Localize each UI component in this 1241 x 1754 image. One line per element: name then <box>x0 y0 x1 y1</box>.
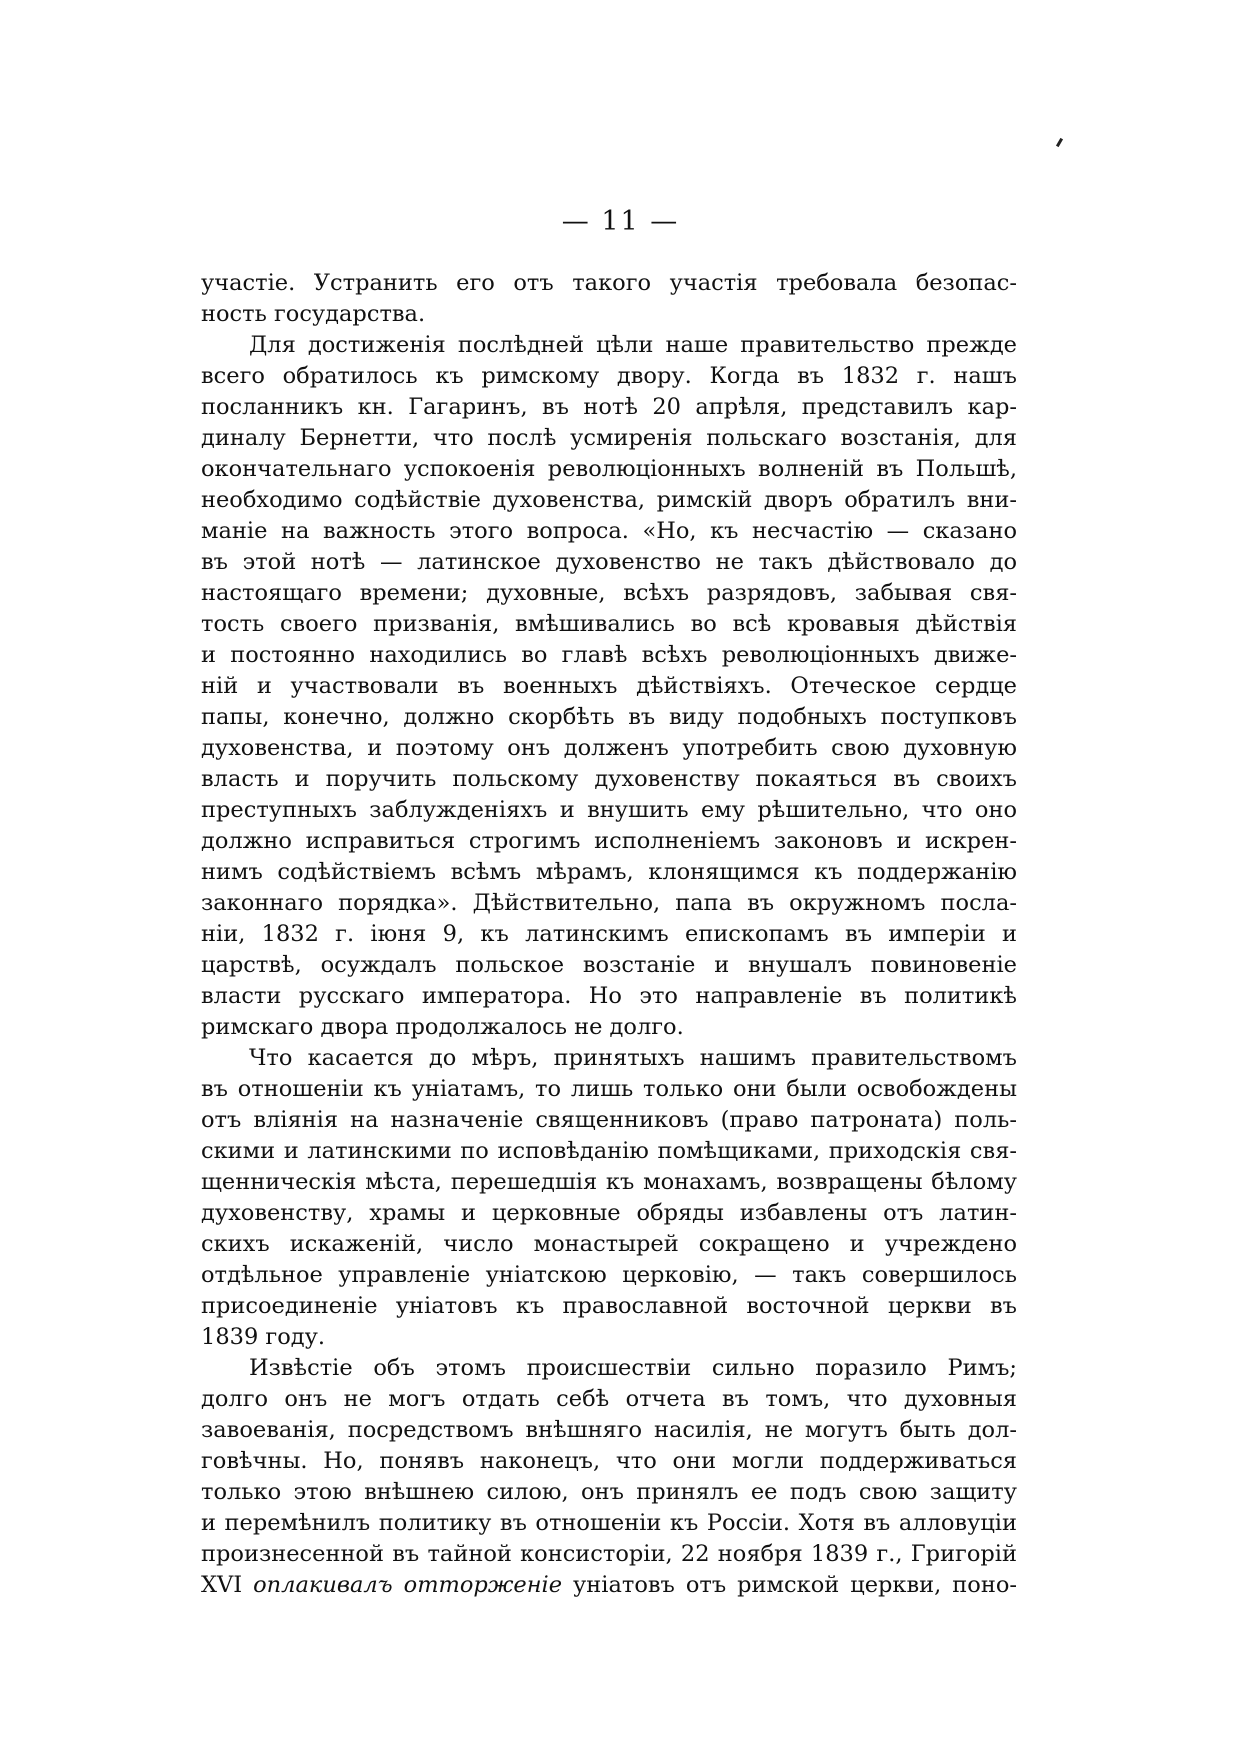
text-line: настоящаго времени; духовные, всѣхъ разрядовъ, забывая свя- <box>201 580 1017 606</box>
paragraph-1 <box>201 268 1017 330</box>
text-line: скихъ искаженій, число монастырей сокращено и учреждено <box>201 1231 1017 1257</box>
text-line: диналу Бернетти, что послѣ усмиренія польскаго возстанія, для <box>201 425 1017 451</box>
body-text <box>201 268 1017 1601</box>
text-line: власти русскаго императора. Но это направленіе въ политикѣ <box>201 983 1017 1009</box>
text-line: посланникъ кн. Гагаринъ, въ нотѣ 20 апрѣля, представилъ кар- <box>201 394 1017 420</box>
text-line: духовенству, храмы и церковные обряды избавлены отъ латин- <box>201 1200 1017 1226</box>
text-line: ніи, 1832 г. іюня 9, къ латинскимъ епископамъ въ имперіи и <box>201 921 1017 947</box>
text-line: Для достиженія послѣдней цѣли наше правительство прежде <box>249 332 1017 358</box>
text-line: присоединеніе уніатовъ къ православной восточной церкви въ <box>201 1293 1017 1319</box>
text-line: ній и участвовали въ военныхъ дѣйствіяхъ. Отеческое сердце <box>201 673 1017 699</box>
text-line: Что касается до мѣръ, принятыхъ нашимъ правительствомъ <box>249 1045 1017 1071</box>
text-line: въ этой нотѣ — латинское духовенство не такъ дѣйствовало до <box>201 549 1017 575</box>
text-line: скими и латинскими по исповѣданію помѣщиками, приходскія свя- <box>201 1138 1017 1164</box>
paragraph-4 <box>201 1353 1017 1601</box>
text-line-final <box>201 1570 1017 1601</box>
text-line: власть и поручить польскому духовенству покаяться въ своихъ <box>201 766 1017 792</box>
text-line: только этою внѣшнею силою, онъ принялъ ее подъ свою защиту <box>201 1479 1017 1505</box>
text-line: 1839 году. <box>201 1324 325 1350</box>
text-segment: уніатовъ отъ римской церкви, поно- <box>562 1572 1017 1598</box>
stray-ink-mark <box>1056 138 1063 147</box>
page-number: — 11 — <box>561 206 680 237</box>
text-line: говѣчны. Но, понявъ наконецъ, что они могли поддерживаться <box>201 1448 1017 1474</box>
text-line: царствѣ, осуждалъ польское возстаніе и внушалъ повиновеніе <box>201 952 1017 978</box>
text-line: окончательнаго успокоенія революціонныхъ волненій въ Польшѣ, <box>201 456 1017 482</box>
text-line: и постоянно находились во главѣ всѣхъ революціонныхъ движе- <box>201 642 1017 668</box>
text-line: законнаго порядка». Дѣйствительно, папа въ окружномъ посла- <box>201 890 1017 916</box>
text-line: преступныхъ заблужденіяхъ и внушить ему рѣшительно, что оно <box>201 797 1017 823</box>
text-line: щенническія мѣста, перешедшія къ монахамъ, возвращены бѣлому <box>201 1169 1017 1195</box>
text-line: участіе. Устранить его отъ такого участія требовала безопас- <box>201 270 1017 296</box>
paragraph-2 <box>201 330 1017 1043</box>
text-line: Извѣстіе объ этомъ происшествіи сильно поразило Римъ; <box>249 1355 1017 1381</box>
text-line: долго онъ не могъ отдать себѣ отчета въ томъ, что духовныя <box>201 1386 1017 1412</box>
text-line: всего обратилось къ римскому двору. Когда въ 1832 г. нашъ <box>201 363 1017 389</box>
text-line: папы, конечно, должно скорбѣть въ виду подобныхъ поступковъ <box>201 704 1017 730</box>
text-line: нимъ содѣйствіемъ всѣмъ мѣрамъ, клонящимся къ поддержанію <box>201 859 1017 885</box>
italic-emphasis: оплакивалъ отторженіе <box>253 1572 563 1598</box>
text-line: должно исправиться строгимъ исполненіемъ законовъ и искрен- <box>201 828 1017 854</box>
text-line: римскаго двора продолжалось не долго. <box>201 1014 684 1040</box>
text-line: отдѣльное управленіе уніатскою церковію, — такъ совершилось <box>201 1262 1017 1288</box>
text-line: маніе на важность этого вопроса. «Но, къ несчастію — сказано <box>201 518 1017 544</box>
text-line: духовенства, и поэтому онъ долженъ употребить свою духовную <box>201 735 1017 761</box>
text-line: въ отношеніи къ уніатамъ, то лишь только они были освобождены <box>201 1076 1017 1102</box>
text-segment: XVI <box>201 1572 254 1598</box>
text-line: необходимо содѣйствіе духовенства, римскій дворъ обратилъ вни- <box>201 487 1017 513</box>
text-line: тость своего призванія, вмѣшивались во всѣ кровавыя дѣйствія <box>201 611 1017 637</box>
text-line: произнесенной въ тайной консисторіи, 22 ноября 1839 г., Григорій <box>201 1541 1017 1567</box>
text-line: завоеванія, посредствомъ внѣшняго насилія, не могутъ быть дол- <box>201 1417 1017 1443</box>
text-line: и перемѣнилъ политику въ отношеніи къ Россіи. Хотя въ алловуціи <box>201 1510 1017 1536</box>
text-line: ность государства. <box>201 301 426 327</box>
paragraph-3 <box>201 1043 1017 1353</box>
text-line: отъ вліянія на назначеніе священниковъ (право патроната) поль- <box>201 1107 1017 1133</box>
